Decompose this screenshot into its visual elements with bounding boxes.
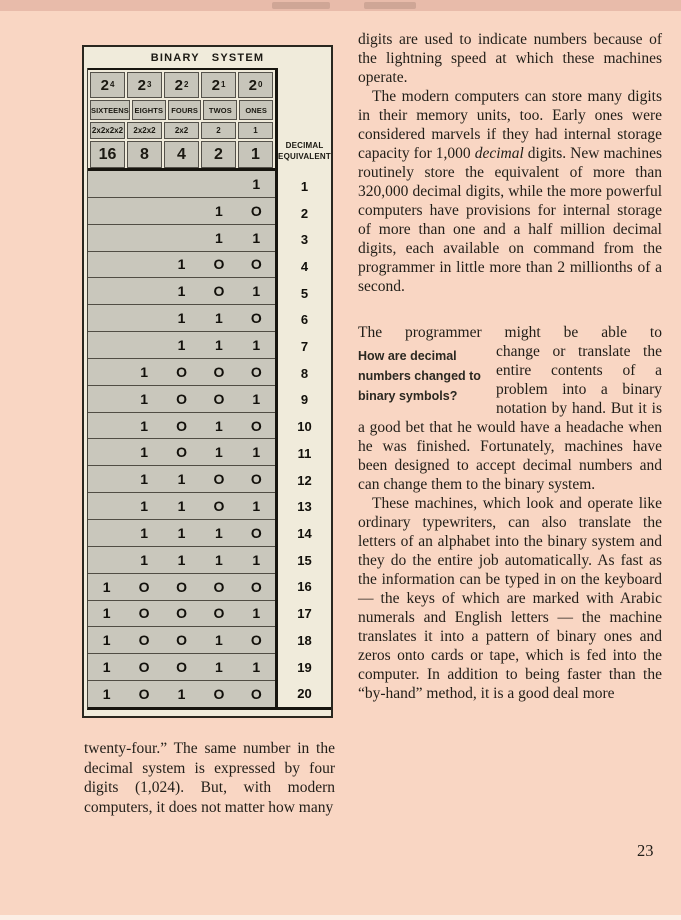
decimal-value-cell: 5 <box>300 285 309 301</box>
bit-cell <box>125 225 162 251</box>
place-value-cell: 1 <box>238 141 273 168</box>
bit-cell: 1 <box>215 659 223 676</box>
decimal-value-cell: 2 <box>300 205 309 221</box>
paragraph-3-first-line: The programmer might be able to <box>358 324 662 341</box>
bit-cell: O <box>213 390 225 407</box>
bit-cell: O <box>176 417 187 434</box>
decimal-value-cell: 20 <box>297 686 312 702</box>
bit-cell: O <box>250 685 262 702</box>
decimal-value-cell: 13 <box>297 499 312 515</box>
decimal-value-cell: 14 <box>297 525 312 541</box>
paragraph-2-italic-word: decimal <box>474 145 524 162</box>
bit-cell: O <box>213 498 225 515</box>
bit-cell: O <box>250 256 262 273</box>
power-of-two-cell: 2 0 <box>238 72 273 98</box>
decimal-value-cell: 9 <box>300 392 309 408</box>
paragraph-2-text-cont: digits. New machines routinely store the equivalent of more than 320,000 decimal digits, while the more powerful computers have provisions for internal storage of more than one and a half million decimal digits, each available on command from the programmer in little more than 2 millionths of a second. <box>358 145 662 295</box>
table-title: BINARY SYSTEM <box>150 52 265 64</box>
bit-cell: O <box>176 659 187 676</box>
bit-cell: 1 <box>177 310 186 327</box>
decimal-value-cell: 12 <box>297 472 312 488</box>
bit-cell <box>88 305 125 331</box>
bit-cell: O <box>176 390 187 407</box>
power-of-two-cell: 2 2 <box>164 72 199 98</box>
bit-cell <box>125 198 162 224</box>
bit-cell: O <box>138 659 150 676</box>
bit-cell: O <box>138 685 150 702</box>
header-row-powers <box>90 72 273 98</box>
table-row <box>88 466 275 493</box>
bit-cell: O <box>250 202 262 219</box>
header-row-expansions <box>90 122 273 139</box>
expansion-cell: 2x2x2 <box>127 122 162 139</box>
bit-cell: 1 <box>215 336 223 353</box>
bit-cell: 1 <box>140 551 148 568</box>
bit-cell: 1 <box>177 551 186 568</box>
scan-smudge <box>364 2 416 9</box>
table-row <box>88 413 275 440</box>
bit-cell: 1 <box>102 578 111 595</box>
bit-cell <box>88 359 125 385</box>
decimal-value-cell: 4 <box>300 258 309 274</box>
bit-cell: 1 <box>252 336 261 353</box>
table-row <box>88 547 275 574</box>
paragraph-2-text: The modern computers can store many digits in their memory units, too. Early ones were considered marvels if they had internal storage capacity for 1,000 <box>358 88 662 162</box>
bit-cell: 1 <box>252 498 261 515</box>
table-row <box>88 332 275 359</box>
bit-cell: O <box>250 363 262 380</box>
bit-cell: 1 <box>215 551 223 568</box>
bit-cell: O <box>250 310 262 327</box>
bit-cell <box>88 198 125 224</box>
decimal-value-cell: 7 <box>300 339 309 355</box>
column-name-cell: EIGHTS <box>132 100 166 120</box>
binary-grid <box>87 68 278 710</box>
sidebar-question: How are decimal numbers changed to binary symbols? <box>358 349 481 403</box>
table-content <box>84 68 331 710</box>
bit-cell: 1 <box>252 551 261 568</box>
bit-cell <box>88 386 125 412</box>
decimal-value-cell: 8 <box>300 365 309 381</box>
page-number: 23 <box>637 841 654 860</box>
bit-cell: 1 <box>252 659 261 676</box>
decimal-value-cell: 15 <box>297 552 312 568</box>
bit-cell: 1 <box>177 685 186 702</box>
header-row-values <box>90 141 273 168</box>
table-row <box>88 305 275 332</box>
bit-cell <box>125 278 162 304</box>
expansion-cell: 2x2x2x2 <box>90 122 125 139</box>
bit-cell <box>163 225 200 251</box>
paragraph-3-text: change or translate the entire contents of a problem into a binary notation by hand. But it is a good bet that he would have a headache when he was finished. Fortunately, machines have been designed to accept decimal numbers and can change them to the binary system. <box>358 343 662 493</box>
table-row <box>88 627 275 654</box>
table-header <box>88 68 275 168</box>
bit-cell: 1 <box>215 417 223 434</box>
bit-cell: O <box>176 632 187 649</box>
bit-cell <box>163 198 200 224</box>
bit-cell: O <box>176 578 187 595</box>
bit-cell: 1 <box>177 498 186 515</box>
expansion-cell: 2x2 <box>164 122 199 139</box>
bit-cell: 1 <box>140 471 148 488</box>
bit-cell <box>88 278 125 304</box>
decimal-value-cell: 19 <box>297 659 312 675</box>
table-row <box>88 574 275 601</box>
bit-cell: O <box>250 632 262 649</box>
paragraph-1: digits are used to indicate numbers because of the lightning speed at which these machines operate. <box>358 31 662 86</box>
decimal-value-cell: 11 <box>297 445 312 461</box>
binary-rows <box>88 168 275 707</box>
table-row <box>88 386 275 413</box>
bit-cell: 1 <box>252 390 261 407</box>
bit-cell: 1 <box>252 444 261 461</box>
table-row <box>88 681 275 707</box>
bit-cell <box>125 332 162 358</box>
bit-cell: 1 <box>215 444 223 461</box>
paragraph-2 <box>358 87 662 296</box>
power-of-two-cell: 2 4 <box>90 72 125 98</box>
table-row <box>88 198 275 225</box>
bit-cell: 1 <box>215 524 223 541</box>
bit-cell: O <box>213 283 225 300</box>
bit-cell: O <box>138 578 150 595</box>
bit-cell: 1 <box>177 471 186 488</box>
bit-cell: 1 <box>252 605 261 622</box>
bit-cell: 1 <box>102 605 111 622</box>
decimal-label-line2: EQUIVALENT <box>278 151 331 161</box>
page-top-edge <box>0 0 681 11</box>
table-row <box>88 493 275 520</box>
bit-cell: 1 <box>140 417 148 434</box>
decimal-value-cell: 16 <box>297 579 312 595</box>
bit-cell: O <box>138 605 150 622</box>
bit-cell: 1 <box>215 310 223 327</box>
bit-cell <box>200 171 237 197</box>
decimal-value-cell: 17 <box>297 606 312 622</box>
column-name-cell: SIXTEENS <box>90 100 130 120</box>
bit-cell <box>125 305 162 331</box>
table-row <box>88 252 275 279</box>
binary-system-table <box>82 45 333 718</box>
bit-cell: O <box>213 363 225 380</box>
bit-cell: 1 <box>252 283 261 300</box>
place-value-cell: 2 <box>201 141 236 168</box>
bit-cell: 1 <box>140 524 148 541</box>
bit-cell: 1 <box>102 632 111 649</box>
decimal-value-cell: 1 <box>300 178 309 194</box>
bit-cell: 1 <box>177 256 186 273</box>
decimal-equivalent-label <box>278 68 331 170</box>
bit-cell: 1 <box>102 659 111 676</box>
bit-cell: 1 <box>177 283 186 300</box>
bit-cell: O <box>250 524 262 541</box>
bit-cell: 1 <box>140 498 148 515</box>
table-row <box>88 278 275 305</box>
paragraph-4: These machines, which look and operate like ordinary typewriters, can also translate the letters of an alphabet into the binary system and they do the entire job automatically. As fast as the information can be typed in on the keyboard — the keys of which are marked with Arabic numerals and English letters — the machine translates it into a pattern of binary ones and zeros onto cards or tape, which is fed into the computer. In addition to being faster than the “by-hand” method, it is a good deal more <box>358 495 662 702</box>
bit-cell: 1 <box>140 444 148 461</box>
decimal-value-cell: 10 <box>297 419 312 435</box>
bit-cell: 1 <box>102 685 111 702</box>
scan-smudge <box>272 2 330 9</box>
expansion-cell: 2 <box>201 122 236 139</box>
bit-cell: 1 <box>215 202 223 219</box>
table-row <box>88 171 275 198</box>
paragraph-3-body <box>358 342 662 494</box>
bit-cell <box>88 225 125 251</box>
paragraph-3 <box>358 323 662 494</box>
bit-cell <box>88 171 125 197</box>
place-value-cell: 4 <box>164 141 199 168</box>
column-name-cell: FOURS <box>168 100 202 120</box>
bit-cell: 1 <box>215 632 223 649</box>
bit-cell: O <box>250 578 262 595</box>
bit-cell <box>88 439 125 465</box>
decimal-label-line1: DECIMAL <box>285 141 324 151</box>
column-name-cell: ONES <box>239 100 273 120</box>
power-of-two-cell: 2 3 <box>127 72 162 98</box>
bit-cell <box>88 332 125 358</box>
bit-cell: O <box>176 605 187 622</box>
bit-cell: 1 <box>140 390 148 407</box>
power-of-two-cell: 2 1 <box>201 72 236 98</box>
table-row <box>88 601 275 628</box>
bit-cell <box>88 547 125 573</box>
place-value-cell: 16 <box>90 141 125 168</box>
decimal-value-cell: 6 <box>300 312 309 328</box>
bit-cell: O <box>213 685 225 702</box>
bit-cell <box>125 171 162 197</box>
bit-cell: O <box>176 363 187 380</box>
bit-cell: O <box>138 632 150 649</box>
decimal-value-cell: 18 <box>297 632 312 648</box>
bit-cell <box>88 493 125 519</box>
bit-cell <box>125 252 162 278</box>
decimal-values <box>278 170 331 707</box>
bit-cell <box>163 171 200 197</box>
bit-cell: 1 <box>252 229 261 246</box>
decimal-value-cell: 3 <box>300 232 309 248</box>
bit-cell: O <box>213 578 225 595</box>
decimal-column <box>278 68 331 710</box>
left-column-paragraph: twenty-four.” The same number in the decimal system is expressed by four digits (1,024). But, with modern computers, it does not matter how many <box>84 740 335 816</box>
bit-cell: O <box>176 444 187 461</box>
bit-cell: 1 <box>140 363 148 380</box>
bit-cell: 1 <box>177 336 186 353</box>
table-row <box>88 359 275 386</box>
page-bottom-edge <box>0 915 681 920</box>
table-row <box>88 654 275 681</box>
table-row <box>88 520 275 547</box>
bit-cell: O <box>250 471 262 488</box>
column-name-cell: TWOS <box>203 100 237 120</box>
header-row-names <box>90 100 273 120</box>
bit-cell <box>88 520 125 546</box>
right-column <box>358 30 662 703</box>
bit-cell: 1 <box>177 524 186 541</box>
bit-cell: O <box>213 256 225 273</box>
bit-cell: 1 <box>252 175 261 192</box>
table-row <box>88 225 275 252</box>
bit-cell: O <box>250 417 262 434</box>
bit-cell <box>88 466 125 492</box>
bit-cell <box>88 413 125 439</box>
place-value-cell: 8 <box>127 141 162 168</box>
table-row <box>88 439 275 466</box>
bit-cell <box>88 252 125 278</box>
bit-cell: 1 <box>215 229 223 246</box>
bit-cell: O <box>213 605 225 622</box>
bit-cell: O <box>213 471 225 488</box>
expansion-cell: 1 <box>238 122 273 139</box>
